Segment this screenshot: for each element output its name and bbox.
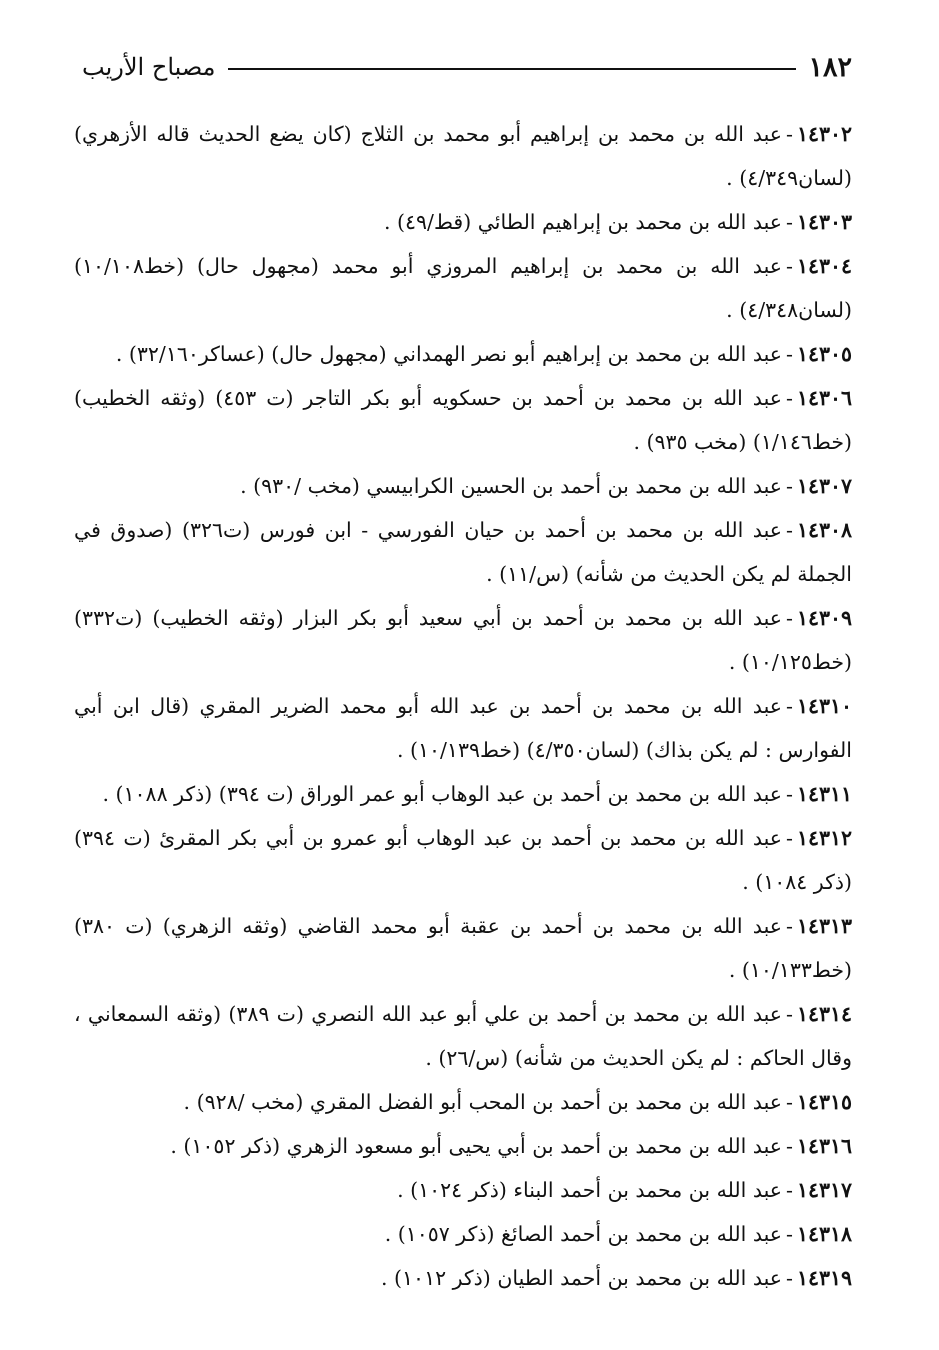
entry-dash: - xyxy=(786,474,793,498)
entry-number: ١٤٣١١ xyxy=(796,782,852,806)
entry-text: عبد الله بن محمد بن أحمد بن عبد الوهاب أبو عمر الوراق (ت ٣٩٤) (ذكر ١٠٨٨) . xyxy=(102,782,782,806)
entry xyxy=(74,904,852,992)
entry-text: عبد الله بن محمد بن إبراهيم المروزي أبو محمد (مجهول حال) (خط١٠/١٠٨) (لسان٤/٣٤٨) . xyxy=(74,254,852,322)
entry-number: ١٤٣١٧ xyxy=(796,1178,852,1202)
entry-dash: - xyxy=(786,518,793,542)
entry-dash: - xyxy=(786,1090,793,1114)
entry-text: عبد الله بن محمد بن إبراهيم الطائي (قط/٤٩) . xyxy=(383,210,782,234)
entry-text: عبد الله بن محمد بن أحمد بن عبد الوهاب أبو عمرو بن أبي بكر المقرئ (ت ٣٩٤) (ذكر ١٠٨٤) . xyxy=(74,826,852,894)
entry xyxy=(74,1080,852,1124)
entry-dash: - xyxy=(786,782,793,806)
entry xyxy=(74,1168,852,1212)
entry-text: عبد الله بن محمد بن أحمد بن عقبة أبو محمد القاضي (وثقه الزهري) (ت ٣٨٠) (خط١٠/١٣٣) . xyxy=(74,914,852,982)
page-number: ١٨٢ xyxy=(808,51,852,83)
entry-dash: - xyxy=(786,1002,793,1026)
entry xyxy=(74,332,852,376)
entry-dash: - xyxy=(786,342,793,366)
entry xyxy=(74,508,852,596)
entry-text: عبد الله بن محمد بن أحمد بن أبي يحيى أبو مسعود الزهري (ذكر ١٠٥٢) . xyxy=(170,1134,782,1158)
entry-text: عبد الله بن محمد بن أحمد بن المحب أبو الفضل المقري (مخب /٩٢٨) . xyxy=(183,1090,782,1114)
entry-text: عبد الله بن محمد بن أحمد بن علي أبو عبد الله النصري (ت ٣٨٩) (وثقه السمعاني ، وقال الحاكم : لم يكن الحديث من شأنه) (س/٢٦) . xyxy=(74,1002,852,1070)
entry-number: ١٤٣٠٥ xyxy=(796,342,852,366)
entry-text: عبد الله بن محمد بن أحمد بن حسكويه أبو بكر التاجر (ت ٤٥٣) (وثقه الخطيب) (خط١/١٤٦) (مخب ٩٣٥) . xyxy=(74,386,852,454)
entry-number: ١٤٣٠٦ xyxy=(796,386,852,410)
entry-text: عبد الله بن محمد بن أحمد الصائغ (ذكر ١٠٥٧) . xyxy=(384,1222,782,1246)
entry-dash: - xyxy=(786,1178,793,1202)
entry-number: ١٤٣١٩ xyxy=(796,1266,852,1290)
entry-number: ١٤٣٠٩ xyxy=(796,606,852,630)
entry xyxy=(74,1124,852,1168)
entry-number: ١٤٣١٥ xyxy=(796,1090,852,1114)
entry-text: عبد الله بن محمد بن أحمد بن الحسين الكرابيسي (مخب /٩٣٠) . xyxy=(240,474,782,498)
entry-dash: - xyxy=(786,914,793,938)
entry-number: ١٤٣٠٣ xyxy=(796,210,852,234)
entry-number: ١٤٣١٦ xyxy=(796,1134,852,1158)
entry-number: ١٤٣١٠ xyxy=(796,694,852,718)
entry-text: عبد الله بن محمد بن إبراهيم أبو نصر الهمداني (مجهول حال) (عساكر٣٢/١٦٠) . xyxy=(115,342,782,366)
entry-dash: - xyxy=(786,1266,793,1290)
entry-dash: - xyxy=(786,606,793,630)
entry-dash: - xyxy=(786,694,793,718)
entry-text: عبد الله بن محمد بن أحمد بن أبي سعيد أبو بكر البزار (وثقه الخطيب) (ت٣٣٢) (خط١٠/١٢٥) . xyxy=(74,606,852,674)
entry-text: عبد الله بن محمد بن إبراهيم أبو محمد بن الثلاج (كان يضع الحديث قاله الأزهري) (لسان٤/٣٤٩) . xyxy=(74,122,852,190)
entry-dash: - xyxy=(786,210,793,234)
entry xyxy=(74,244,852,332)
entry-dash: - xyxy=(786,386,793,410)
page-header xyxy=(82,44,852,90)
entry xyxy=(74,376,852,464)
entry-text: عبد الله بن محمد بن أحمد البناء (ذكر ١٠٢٤) . xyxy=(397,1178,782,1202)
entry xyxy=(74,1212,852,1256)
entry-dash: - xyxy=(786,826,793,850)
entry-dash: - xyxy=(786,254,793,278)
entry-number: ١٤٣١٨ xyxy=(796,1222,852,1246)
entry xyxy=(74,772,852,816)
entry-dash: - xyxy=(786,1134,793,1158)
entry-number: ١٤٣٠٧ xyxy=(796,474,852,498)
entry xyxy=(74,684,852,772)
book-title: مصباح الأريب xyxy=(82,53,216,81)
header-rule xyxy=(228,68,797,70)
entry-text: عبد الله بن محمد بن أحمد بن عبد الله أبو محمد الضرير المقري (قال ابن أبي الفوارس : لم يكن بذاك) (لسان٤/٣٥٠) (خط١٠/١٣٩) . xyxy=(74,694,852,762)
entry xyxy=(74,112,852,200)
entry-text: عبد الله بن محمد بن أحمد الطيان (ذكر ١٠١٢) . xyxy=(381,1266,782,1290)
entry xyxy=(74,816,852,904)
entry xyxy=(74,992,852,1080)
entry-dash: - xyxy=(786,1222,793,1246)
entry xyxy=(74,596,852,684)
entry-text: عبد الله بن محمد بن أحمد بن حيان الفورسي - ابن فورس (ت٣٢٦) (صدوق في الجملة لم يكن الحديث من شأنه) (س/١١) . xyxy=(74,518,852,586)
entry xyxy=(74,200,852,244)
entry-number: ١٤٣١٣ xyxy=(796,914,852,938)
entry-number: ١٤٣١٢ xyxy=(796,826,852,850)
entry-number: ١٤٣٠٨ xyxy=(796,518,852,542)
entry xyxy=(74,464,852,508)
entry-number: ١٤٣١٤ xyxy=(796,1002,852,1026)
entry-dash: - xyxy=(786,122,793,146)
entry-number: ١٤٣٠٤ xyxy=(796,254,852,278)
entry xyxy=(74,1256,852,1300)
entries-list xyxy=(74,112,852,1300)
entry-number: ١٤٣٠٢ xyxy=(796,122,852,146)
